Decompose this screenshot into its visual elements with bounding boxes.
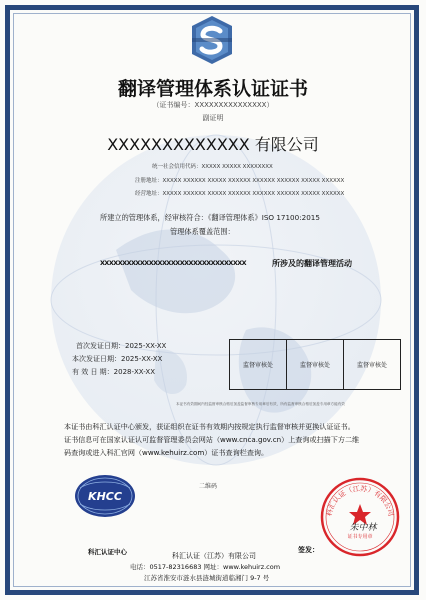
standard-statement: 所建立的管理体系，经审核符合：《翻译管理体系》ISO 17100:2015 <box>100 213 320 222</box>
logo-caption: 科汇认证中心 <box>88 548 127 556</box>
certificate-number: （证书编号：XXXXXXXXXXXXXXX） <box>152 101 274 109</box>
seal-center-text: 证书专用章 <box>347 534 373 540</box>
first-issue-date: 首次发证日期：2025-XX-XX <box>76 342 167 350</box>
copy-label: 副证明 <box>202 114 224 122</box>
operating-address: 经营地址：XXXXX XXXXXX XXXXX XXXXXX XXXXXX XXXXXX XXXXX XXXXXX <box>135 191 345 197</box>
seal-ring-text: 科汇认证（江苏）有限公司 <box>325 484 395 517</box>
qr-code-label: 二维码 <box>199 483 218 490</box>
valid-until-date: 有 效 日 期：2028-XX-XX <box>72 368 156 376</box>
notice-line-3: 码查询或进入科汇官网（www.kehuirz.com）证书查询栏查询。 <box>64 448 269 457</box>
company-seal-icon <box>319 476 401 558</box>
signature-text: 朱中林 <box>349 523 377 533</box>
registered-address: 注册地址：XXXXX XXXXXX XXXXX XXXXXX XXXXXX XXXXXX XXXXX XXXXXX <box>135 178 345 184</box>
header-logo-icon <box>186 14 238 66</box>
scope-code: XXXXXXXXXXXXXXXXXXXXXXXXXXXXXXXXX <box>100 259 247 267</box>
notice-line-2: 证书信息可在国家认证认可监督管理委员会网站（www.cnca.gov.cn）上查询或扫描下方二维 <box>64 435 360 444</box>
supervision-table <box>229 339 401 390</box>
scope-description: 所涉及的翻译管理活动 <box>272 259 352 268</box>
notice-line-1: 本证书由科汇认证中心颁发，获证组织在证书有效期内按规定执行监督审核并更换认证证书。 <box>64 422 355 431</box>
fine-print: 本证书有效期间内经监督审核合格后加盖监督审核专用章后有效，所有监督审核合格后加盖专用章方能有效 <box>176 402 345 406</box>
sign-label: 签发： <box>298 546 319 554</box>
logo-text: KHCC <box>88 490 122 503</box>
this-issue-date: 本次发证日期：2025-XX-XX <box>72 355 163 363</box>
footer-contact: 电话：0517-82316683 网址：www.kehuirz.com <box>130 563 281 571</box>
company-name: XXXXXXXXXXXXX 有限公司 <box>107 135 319 154</box>
supervision-cell: 监督审核处 <box>287 340 344 390</box>
footer-company: 科汇认证（江苏）有限公司 <box>172 552 256 560</box>
credit-code: 统一社会信用代码：XXXXX XXXXX XXXXXXXX <box>152 164 273 170</box>
supervision-cell: 监督审核处 <box>230 340 287 390</box>
supervision-cell: 监督审核处 <box>344 340 401 390</box>
khcc-logo-icon <box>74 474 136 518</box>
footer-address: 江苏省淮安市涟水县涟城街道临湘门 9-7 号 <box>144 574 270 582</box>
certificate-title: 翻译管理体系认证证书 <box>117 78 308 100</box>
scope-label: 管理体系覆盖范围： <box>170 227 235 236</box>
